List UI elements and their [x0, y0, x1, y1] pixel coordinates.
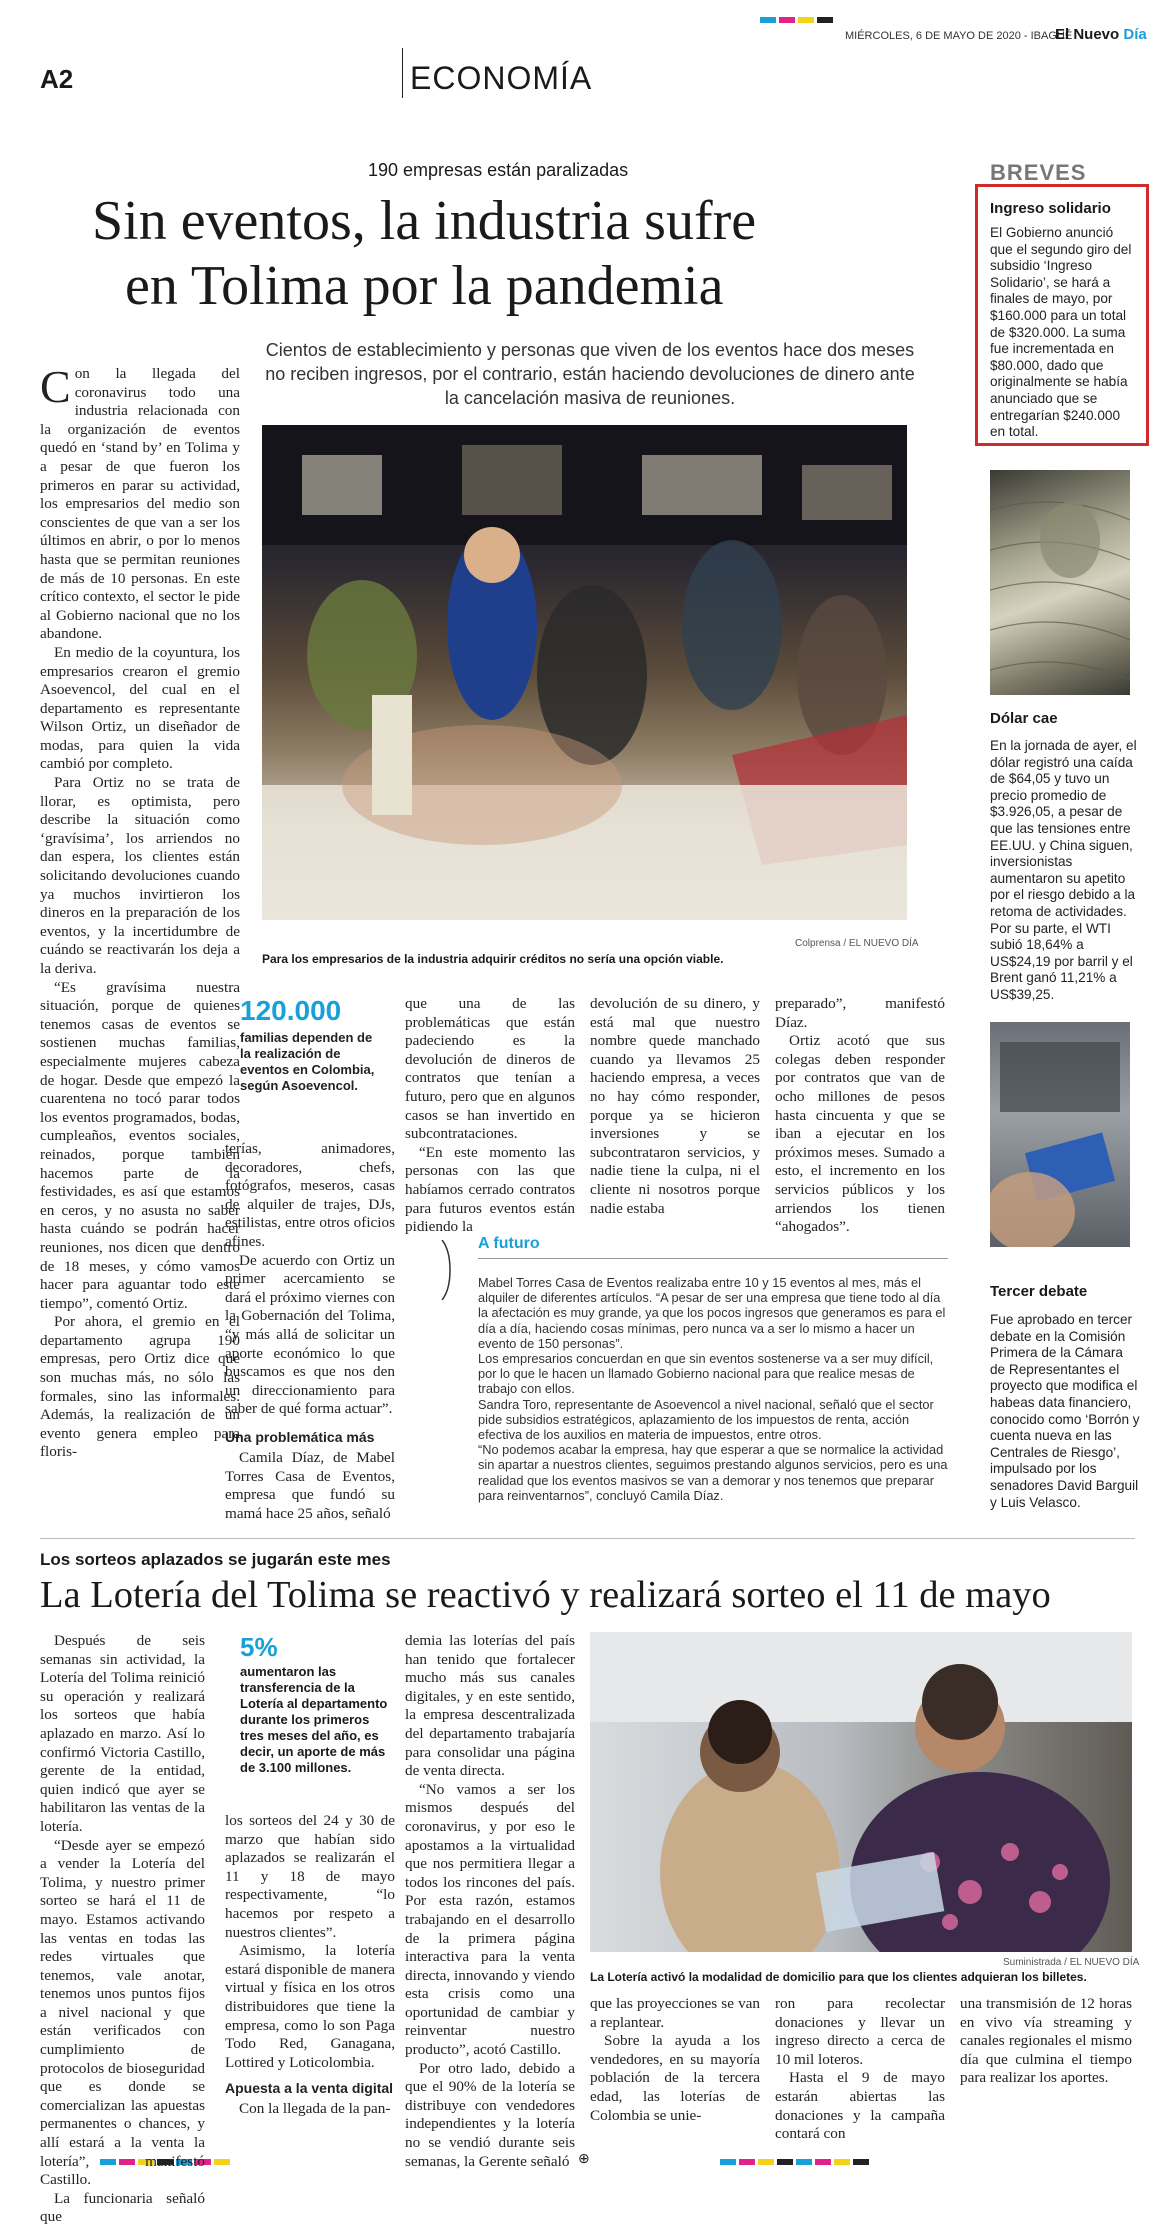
section-title: ECONOMÍA — [410, 60, 593, 96]
story1-col1-p1: on la llegada del coronavirus todo una industria relacionada con la organización de eventos quedó en ‘stand by’ en Tolima y a pesar de que fueron los primeros en parar su actividad, los empresarios del medio son conscientes de que van a ser los últimos en abrir, o por lo menos hasta que se permitan reuniones de más de 10 personas. En este crítico contexto, el sector le pide al Gobierno nacional que no los abandone. — [40, 365, 240, 643]
story1-deck — [265, 338, 915, 410]
story1-col1-p2: En medio de la coyuntura, los empresarios crearon el gremio Asoevencol, del cual en el departamento es representante Wilson Ortiz, un diseñador de modas, para quien la vida cambió por completo. — [40, 643, 240, 773]
dollar-bills-illustration — [990, 470, 1130, 695]
story1-col5-p1: preparado”, manifestó Díaz. — [775, 995, 945, 1031]
brand-logo — [1055, 26, 1147, 43]
story2-col1-p1: Después de seis semanas sin actividad, la Lotería del Tolima reinició su operación y realizará los sorteos que había aplazado en marzo. Así lo confirmó Victoria Castillo, gerente de la entidad, quien indicó que ayer se habilitaron las ventas de la lotería. — [40, 1632, 205, 1835]
story2-headline: La Lotería del Tolima se reactivó y realizará sorteo el 11 de mayo — [40, 1574, 1051, 1616]
story2-kicker: Los sorteos aplazados se jugarán este mes — [40, 1550, 391, 1569]
registration-mark-icon: ⊕ — [578, 2150, 590, 2166]
breves-item1-title: Ingreso solidario — [990, 200, 1111, 217]
story1-deck-line-3: la cancelación masiva de reuniones. — [444, 388, 736, 408]
story2-col3-p1: demia las loterías del país han tenido que fortalecer mucho más sus canales digitales, y en este sentido, la empresa descentralizada del departamento trabajaría para consolidar una página de venta directa. — [405, 1632, 575, 1780]
story1-col5-p2: Ortiz acotó que sus colegas deben responder por contratos que van de ocho millones de pesos hasta cincuenta y que se iban a ejecutar en los próximos meses. Sumado a esto, el incremento en los servicios públicos y los arriendos los tienen “ahogados”. — [775, 1032, 945, 1236]
story2-photo-caption: La Lotería activó la modalidad de domicilio para que los clientes adquieran los billetes. — [590, 1970, 1087, 1984]
story2-col2-p1: los sorteos del 24 y 30 de marzo que habían sido aplazados se realizarán el 11 y 18 de mayo respectivamente, “lo hacemos por respeto a nuestros clientes”. — [225, 1812, 395, 1941]
story2-col4-p2: Sobre la ayuda a los vendedores, en su mayoría población de la tercera edad, las loterías de Colombia se unie- — [590, 2032, 760, 2124]
story1-column-2 — [225, 1140, 395, 1523]
story2-column-4 — [590, 1995, 760, 2125]
story2-column-6 — [960, 1995, 1132, 2088]
story1-column-4 — [590, 995, 760, 1218]
story2-col1-p3: La funcionaria señaló que — [40, 2189, 205, 2226]
story1-column-1 — [40, 361, 240, 1462]
story1-photo-caption: Para los empresarios de la industria adquirir créditos no sería una opción viable. — [262, 952, 724, 966]
story1-column-3 — [405, 995, 575, 1237]
story2-col4-p1: que las proyecciones se van a replantear. — [590, 1995, 760, 2031]
story1-col3-p1: que una de las problemáticas que están padeciendo es la devolución de dineros de contratos que tenían a futuro, pero que en algunos casos se han invertido en subcontrataciones. — [405, 995, 575, 1143]
story1-col1-p4: “Es gravísima nuestra situación, porque de quienes tenemos casas de eventos se sostienen muchas familias, especialmente mujeres cabeza de hogar. Desde que empezó la cuarentena no tocó parar todos los eventos programados, bodas, cumpleaños, eventos sociales, reinados, porque también hacemos parte de la festividades, es así que estamos en ceros, y no asusta no saber hasta cuándo se podrán hacer reuniones, nos dicen que dentro de 18 meses, y cómo vamos hacer para aguantar todo este tiempo”, comentó Ortiz. — [40, 978, 240, 1312]
story2-col3-p3: Por otro lado, debido a que el 90% de la lotería se distribuye con vendedores independientes y la lotería no se vendió durante seis semanas, la Gerente señaló — [405, 2059, 575, 2170]
story1-photo — [262, 425, 907, 920]
story2-column-5 — [775, 1995, 945, 2144]
story2-column-2 — [225, 1812, 395, 2119]
brand-logo-a: El Nuevo — [1055, 26, 1124, 43]
story2-column-1 — [40, 1632, 205, 2227]
section-divider — [402, 48, 403, 98]
story2-col6-p1: una transmisión de 12 horas en vivo vía streaming y canales regionales el mismo día que culmina el tiempo para realizar los aportes. — [960, 1995, 1132, 2087]
story2-stat-number: 5% — [240, 1632, 278, 1662]
story1-col2-p2: De acuerdo con Ortiz un primer acercamiento se dará el próximo viernes con la Gobernación del Tolima, “y más allá de solicitar un aporte económico lo que buscamos es que nos den un direccionamiento para saber de qué forma actuar”. — [225, 1251, 395, 1418]
futuro-p1: Mabel Torres Casa de Eventos realizaba entre 10 y 15 eventos al mes, más el alquiler de diferentes artículos. “A pesar de ser una empresa que tiene todo al día la afectación es muy grande, ya que los pocos ingresos que generamos es para el día a día, haciendo cosas mínimas, pero nunca va a ser lo mismo a hacer un evento de 150 personas”. — [478, 1275, 946, 1351]
story1-kicker: 190 empresas están paralizadas — [368, 160, 629, 180]
futuro-p3: Sandra Toro, representante de Asoevencol a nivel nacional, señaló que el sector pide subsidios estratégicos, aplazamiento de los impuestos de renta, acción efectiva de los auxilios en materia de impuestos, entre otros. — [478, 1396, 934, 1443]
breves-item1-text: El Gobierno anunció que el segundo giro del subsidio ‘Ingreso Solidario’, se hará a finales de mayo, por $160.000 para un total de $320.000. La suma fue incrementada en $80.000, dado que originalmente se había anunciado que se entregarían $240.000 en total. — [990, 225, 1132, 440]
story1-column-5 — [775, 995, 945, 1237]
color-bar-bottom-right — [720, 2150, 872, 2169]
story1-deck-line-2: no reciben ingresos, por el contrario, están haciendo devoluciones de dinero ante — [265, 364, 915, 384]
lottery-sellers-illustration — [590, 1632, 1132, 1952]
story2-col5-p1: ron para recolectar donaciones y llevar un ingreso directo a cerca de 10 mil loteros. — [775, 1995, 945, 2068]
breves-item2-title: Dólar cae — [990, 710, 1058, 727]
story2-photo — [590, 1632, 1132, 1952]
story1-deck-line-1: Cientos de establecimiento y personas que viven de los eventos hace dos meses — [265, 340, 915, 360]
story1-stat-text: familias dependen de la realización de eventos en Colombia, según Asoevencol. — [240, 1030, 375, 1093]
futuro-text — [478, 1275, 948, 1503]
story1-subhead: Una problemática más — [225, 1428, 375, 1445]
story1-col1-p5: Por ahora, el gremio en el departamento agrupa 190 empresas, pero Ortiz dice que son muchas más, no sólo las formales, sino las informales. Además, la realización de un evento genera empleo para floris- — [40, 1313, 240, 1461]
story1-col2-p3: Camila Díaz, de Mabel Torres Casa de Eventos, empresa que fundó su mamá hace 25 años, señaló — [225, 1448, 395, 1522]
story1-headline-2: en Tolima por la pandemia — [125, 255, 724, 317]
story2-subhead: Apuesta a la venta digital — [225, 2080, 394, 2097]
story2-col3-p2: “No vamos a ser los mismos después del coronavirus, y por eso le apostamos a la virtualidad que nos permitiera llegar a todos los rincones del país. Por esta razón, estamos trabajando en el desarrollo de la primera página interactiva para la venta directa, innovando y viendo esta crisis como una oportunidad de cambiar y reinventar nuestro producto”, acotó Castillo. — [405, 1780, 575, 2059]
futuro-p2: Los empresarios concuerdan en que sin eventos sostenerse va a ser muy difícil, por lo que le hacen un llamado Gobierno nacional para que realice mesas de trabajo con ellos. — [478, 1351, 934, 1397]
story1-col2-p1: terías, animadores, decoradores, chefs, fotógrafos, meseros, casas de alquiler de trajes, DJs, estilistas, entre otros oficios afines. — [225, 1140, 395, 1250]
story2-column-3 — [405, 1632, 575, 2171]
atm-photo — [990, 1022, 1130, 1247]
breves-label: BREVES — [990, 160, 1087, 185]
story2-col2-p3: Con la llegada de la pan- — [239, 2100, 391, 2118]
futuro-rule — [478, 1258, 948, 1259]
event-crowd-illustration — [262, 425, 907, 920]
story2-col5-p2: Hasta el 9 de mayo estarán abiertas las donaciones y la campaña contará con — [775, 2069, 945, 2143]
futuro-bracket — [440, 1240, 454, 1300]
story1-photo-credit: Colprensa / EL NUEVO DÍA — [795, 938, 919, 949]
story-divider — [40, 1538, 1135, 1539]
story1-stat-number: 120.000 — [240, 995, 342, 1026]
brand-logo-b: Día — [1123, 26, 1147, 43]
dollar-photo — [990, 470, 1130, 695]
story2-col1-p2: “Desde ayer se empezó a vender la Lotería del Tolima, y nuestro primer sorteo se hará el 11 de mayo. Estamos activando las ventas en todas las redes virtuales que tenemos, vale anotar, tenemos unos puntos fijos a nivel nacional y que están verificados con cumplimiento de protocolos de bioseguridad que es donde se comercializan las apuestas permanentes o chances, y allí estará a la venta la lotería”, manifestó Castillo. — [40, 1836, 205, 2189]
breves-item3-title: Tercer debate — [990, 1283, 1088, 1300]
futuro-p4: “No podemos acabar la empresa, hay que esperar a que se normalice la actividad sin apartar a nuestros clientes, seguimos prestando algunos servicios, pero es una realidad que los eventos masivos se van a demorar y nos tenemos que preparar para reinventarnos”, concluyó Camila Díaz. — [478, 1442, 948, 1503]
futuro-title: A futuro — [478, 1235, 540, 1252]
story1-col3-p2: “En este momento las personas con las que habíamos cerrado contratos para futuros eventos están pidiendo la — [405, 1143, 575, 1236]
story1-headline-1: Sin eventos, la industria sufre — [92, 190, 757, 252]
story2-stat-text: aumentaron las transferencia de la Lotería al departamento durante los primeros tres meses del año, es decir, un aporte de más de 3.100 millones. — [240, 1664, 388, 1775]
story2-photo-credit: Suministrada / EL NUEVO DÍA — [1003, 1957, 1140, 1968]
color-bar-top — [760, 8, 836, 27]
story1-col4-p1: devolución de su dinero, y está mal que nuestro nombre quede manchado cuando ya llevamos 25 haciendo empresa, a veces no hay cómo responder, porque ya se hicieron inversiones y se subcontrataron servicios, y nadie tiene la culpa, ni el cliente ni nosotros porque nadie estaba — [590, 995, 760, 1217]
story2-col2-p2: Asimismo, la lotería estará disponible de manera virtual y física en los otros distribuidores que tiene la empresa, como lo son Paga Todo Red, Ganagana, Lottired y Loticolombia. — [225, 1942, 395, 2071]
story1-dropcap: C — [40, 361, 71, 412]
atm-card-illustration — [990, 1022, 1130, 1247]
page-number: A2 — [40, 64, 74, 94]
breves-item3-text: Fue aprobado en tercer debate en la Comisión Primera de la Cámara de Representantes el proyecto que modifica el habeas data financiero, conocido como ‘Borrón y cuenta nueva en las Centrales de Riesgo’, impulsado por los senadores David Barguil y Luis Velasco. — [990, 1312, 1140, 1510]
story1-col1-p3: Para Ortiz no se trata de llorar, es optimista, pero describe la situación como ‘gravísima’, los arriendos no dan espera, los clientes están solicitando devoluciones cuando ya muchos invirtieron los dineros en la preparación de los eventos, y la incertidumbre de cuándo se reactivarán los deja a la deriva. — [40, 774, 240, 977]
date-line: MIÉRCOLES, 6 DE MAYO DE 2020 - IBAGUÉ — [845, 30, 1073, 42]
breves-item2-text: En la jornada de ayer, el dólar registró una caída de $64,05 y tuvo un precio promedio de $3.926,05, a pesar de que las tensiones entre EE.UU. y China siguen, inversionistas aumentaron su apetito por el riesgo debido a la retoma de actividades. Por su parte, el WTI subió 18,64% a US$24,19 por barril y el Brent ganó 11,21% a US$39,25. — [990, 738, 1137, 1002]
